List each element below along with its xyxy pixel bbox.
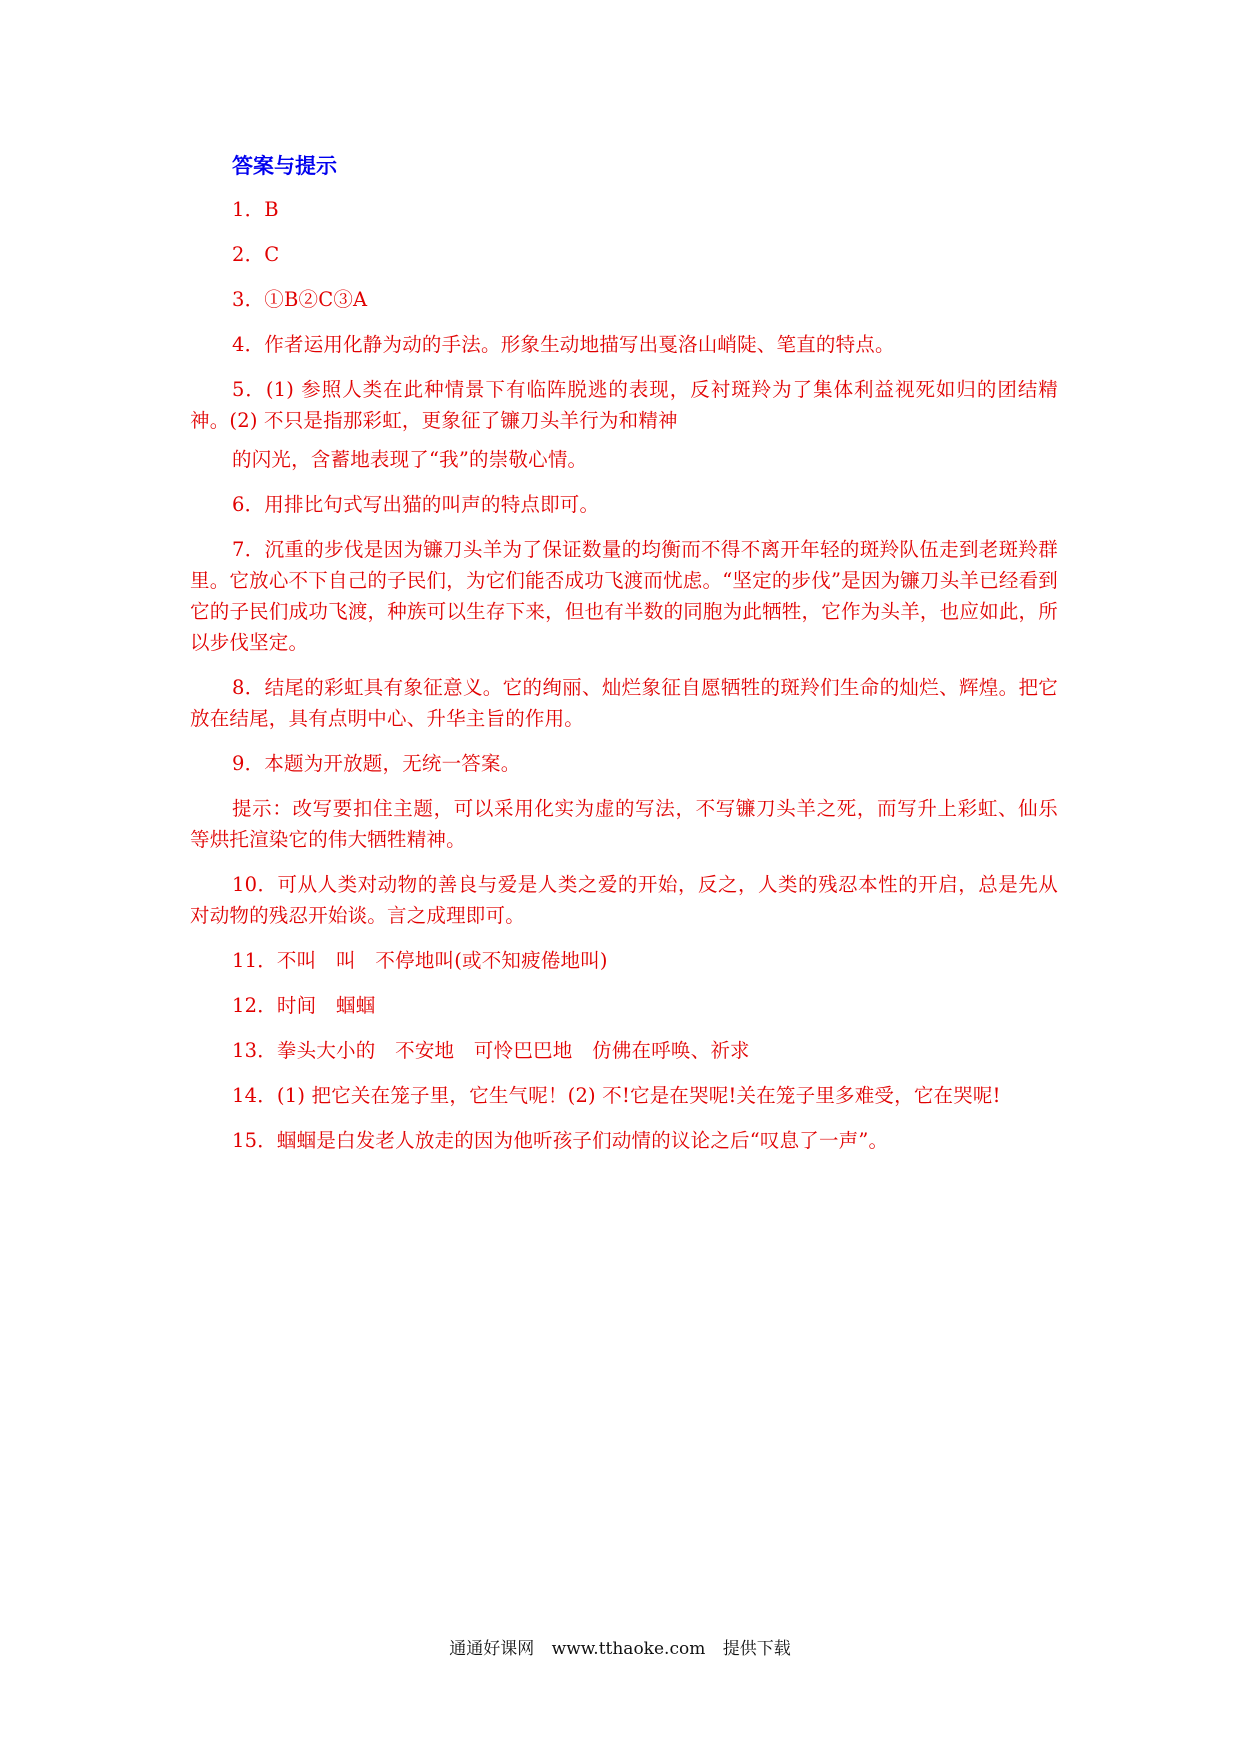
answer-1: 1．B xyxy=(232,198,279,221)
answer-2: 2．C xyxy=(232,243,280,266)
footer-site-name: 通通好课网 xyxy=(449,1639,535,1659)
section-title: 答案与提示 xyxy=(232,154,337,178)
answer-10: 10．可从人类对动物的善良与爱是人类之爱的开始，反之，人类的残忍本性的开启，总是先从对动物的残忍开始谈。言之成理即可。 xyxy=(190,873,1058,927)
page-footer xyxy=(0,1634,1240,1659)
answer-5: 5．(1) 参照人类在此种情景下有临阵脱逃的表现，反衬斑羚为了集体利益视死如归的团结精神。(2) 不只是指那彩虹，更象征了镰刀头羊行为和精神 xyxy=(190,378,1058,432)
answer-12: 12．时间 蝈蝈 xyxy=(232,994,376,1017)
answer-11: 11．不叫 叫 不停地叫(或不知疲倦地叫) xyxy=(232,949,608,972)
answer-13: 13．拳头大小的 不安地 可怜巴巴地 仿佛在呼唤、祈求 xyxy=(232,1039,750,1062)
footer-note: 提供下载 xyxy=(722,1639,791,1659)
answer-7: 7．沉重的步伐是因为镰刀头羊为了保证数量的均衡而不得不离开年轻的斑羚队伍走到老斑羚群里。它放心不下自己的子民们，为它们能否成功飞渡而忧虑。“坚定的步伐”是因为镰刀头羊已经看到它的子民们成功飞渡，种族可以生存下来，但也有半数的同胞为此牺牲，它作为头羊，也应如此，所以步伐坚定。 xyxy=(190,538,1058,654)
answer-15: 15．蝈蝈是白发老人放走的因为他听孩子们动情的议论之后“叹息了一声”。 xyxy=(232,1129,889,1152)
answer-8: 8．结尾的彩虹具有象征意义。它的绚丽、灿烂象征自愿牺牲的斑羚们生命的灿烂、辉煌。把它放在结尾，具有点明中心、升华主旨的作用。 xyxy=(190,676,1058,730)
answer-3: 3．①B②C③A xyxy=(232,288,368,311)
footer-url[interactable]: www.tthaoke.com xyxy=(551,1639,706,1659)
answer-9-hint: 提示：改写要扣住主题，可以采用化实为虚的写法，不写镰刀头羊之死，而写升上彩虹、仙乐等烘托渲染它的伟大牺牲精神。 xyxy=(190,797,1058,851)
answer-4: 4．作者运用化静为动的手法。形象生动地描写出戛洛山峭陡、笔直的特点。 xyxy=(232,333,895,356)
answer-5-continued: 的闪光，含蓄地表现了“我”的崇敬心情。 xyxy=(232,448,588,471)
answer-9: 9．本题为开放题，无统一答案。 xyxy=(232,752,521,775)
answer-6: 6．用排比句式写出猫的叫声的特点即可。 xyxy=(232,493,600,516)
answer-list xyxy=(190,194,1058,1170)
answer-14: 14．(1) 把它关在笼子里，它生气呢！(2) 不!它是在哭呢!关在笼子里多难受，它在哭呢! xyxy=(232,1084,1001,1107)
